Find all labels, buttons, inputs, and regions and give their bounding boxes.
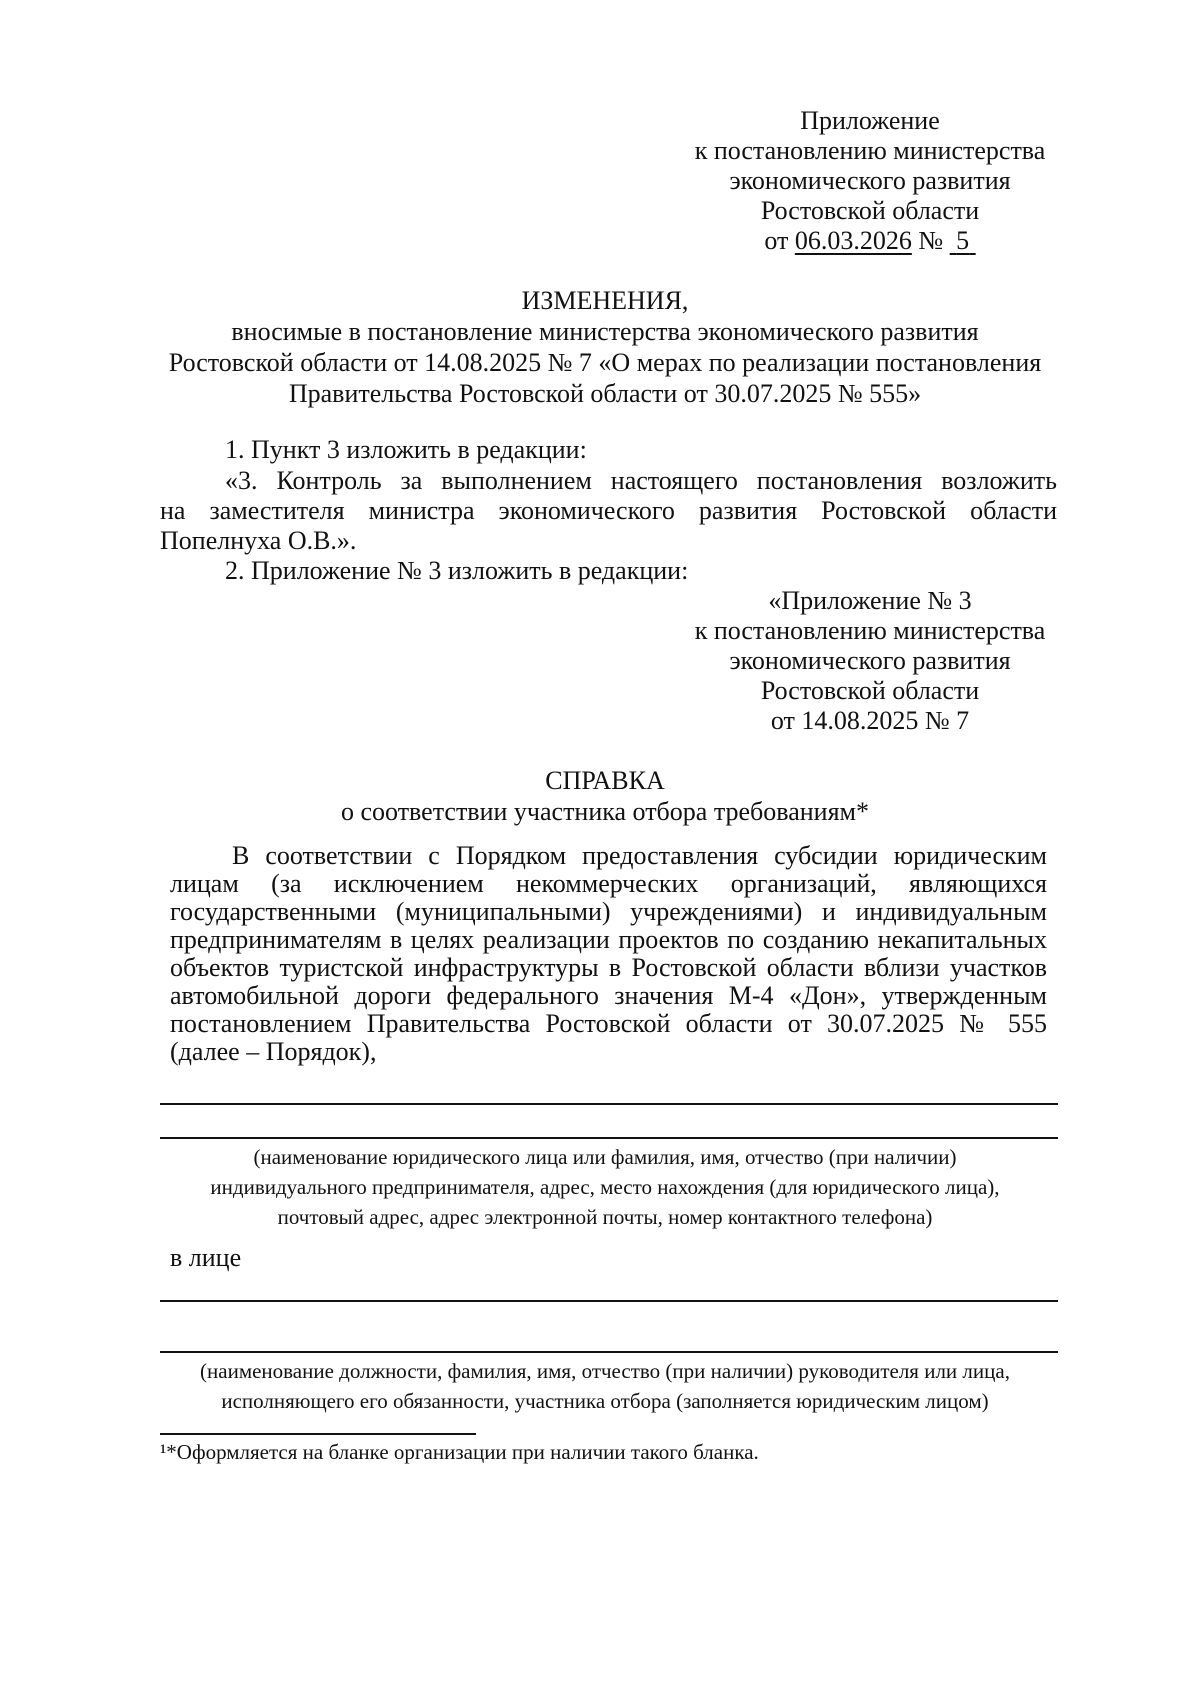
footnote-text: ¹*Оформляется на бланке организации при наличии такого бланка. xyxy=(160,1440,759,1464)
appendix-line-2: к постановлению министерства xyxy=(694,616,1046,645)
appendix-line-1: «Приложение № 3 xyxy=(768,586,972,615)
approval-date: 06.03.2026 xyxy=(794,226,912,255)
body-line-1: В соответствии с Порядком предоставления субсидии юридическим xyxy=(232,841,1047,870)
fill-line-representative-2[interactable] xyxy=(160,1351,1058,1353)
title-sub-2: Ростовской области от 14.08.2025 № 7 «О мерах по реализации постановления xyxy=(168,348,1042,377)
approval-number: 5 xyxy=(956,226,970,255)
quote-line-3: Попелнуха О.В.». xyxy=(160,526,357,555)
body-line-3: государственными (муниципальными) учреждениями) и индивидуальным xyxy=(170,897,1047,926)
title-sub-1: вносимые в постановление министерства экономического развития xyxy=(231,317,979,346)
approval-header xyxy=(680,106,1060,256)
body-line-2: лицам (за исключением некоммерческих организаций, являющихся xyxy=(170,869,1047,898)
fill-line-representative-1[interactable] xyxy=(160,1300,1058,1302)
document-title xyxy=(150,285,1060,409)
title-sub-3: Правительства Ростовской области от 30.07.2025 № 555» xyxy=(288,379,922,408)
caption-rep-line-2: исполняющего его обязанности, участника отбора (заполняется юридическим лицом) xyxy=(221,1389,989,1413)
approval-date-line xyxy=(680,226,1060,256)
appendix-line-4: Ростовской области xyxy=(760,676,980,705)
approval-line-4: Ростовской области xyxy=(760,196,980,225)
item-1: 1. Пункт 3 изложить в редакции: xyxy=(225,435,587,464)
footnote-separator xyxy=(160,1433,476,1435)
approval-line-1: Приложение xyxy=(800,106,940,135)
appendix-line-5: от 14.08.2025 № 7 xyxy=(770,706,970,735)
number-sign: № xyxy=(918,226,944,255)
title-heading: ИЗМЕНЕНИЯ, xyxy=(521,286,689,315)
spravka-subheading: о соответствии участника отбора требованиям* xyxy=(341,797,869,826)
quote-line-2: на заместителя министра экономического развития Ростовской области xyxy=(160,496,1057,525)
caption-rep-line-1: (наименование должности, фамилия, имя, отчество (при наличии) руководителя или лица, xyxy=(200,1359,1010,1383)
approval-line-3: экономического развития xyxy=(729,166,1011,195)
body-line-7: постановлением Правительства Ростовской области от 30.07.2025 № 555 xyxy=(170,1009,1047,1038)
spravka-heading: СПРАВКА xyxy=(545,766,665,795)
item-2: 2. Приложение № 3 изложить в редакции: xyxy=(225,556,689,585)
caption-org-line-3: почтовый адрес, адрес электронной почты, номер контактного телефона) xyxy=(277,1205,933,1229)
body-line-5: объектов туристской инфраструктуры в Ростовской области вблизи участков xyxy=(170,953,1047,982)
fill-line-organization-1[interactable] xyxy=(160,1103,1058,1105)
date-prefix: от xyxy=(764,226,789,255)
body-line-4: предпринимателям в целях реализации проектов по созданию некапитальных xyxy=(170,925,1047,954)
caption-organization xyxy=(150,1142,1060,1232)
body-line-6: автомобильной дороги федерального значения М-4 «Дон», утвержденным xyxy=(170,981,1047,1010)
quote-line-1: «3. Контроль за выполнением настоящего постановления возложить xyxy=(225,466,1057,495)
caption-org-line-2: индивидуального предпринимателя, адрес, место нахождения (для юридического лица), xyxy=(210,1175,1000,1199)
spravka-title xyxy=(150,765,1060,827)
appendix-line-3: экономического развития xyxy=(729,646,1011,675)
caption-representative xyxy=(150,1356,1060,1416)
caption-org-line-1: (наименование юридического лица или фамилия, имя, отчество (при наличии) xyxy=(253,1145,957,1169)
approval-line-2: к постановлению министерства xyxy=(694,136,1046,165)
in-person-label: в лице xyxy=(170,1243,242,1272)
fill-line-organization-2[interactable] xyxy=(160,1137,1058,1139)
body-line-8: (далее – Порядок), xyxy=(170,1037,377,1066)
appendix-header xyxy=(680,586,1060,736)
